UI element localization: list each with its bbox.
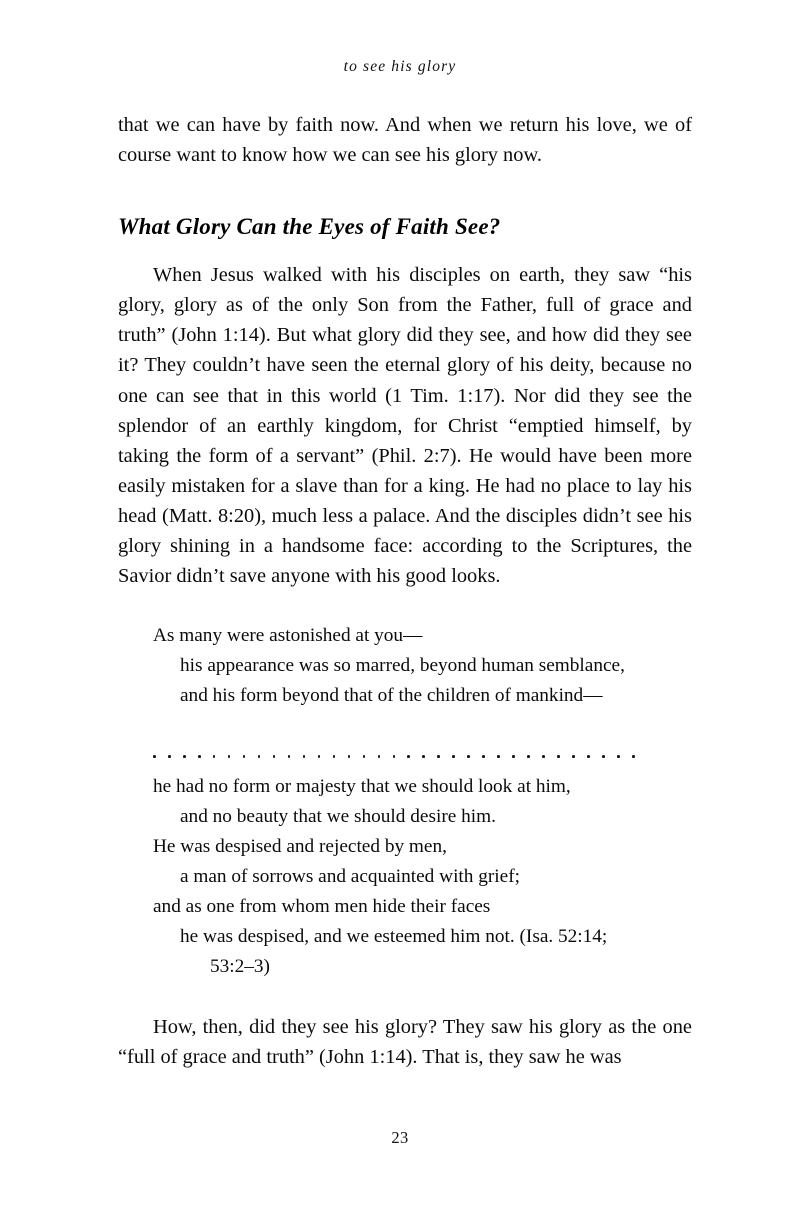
elision-dot: [632, 755, 635, 758]
stanza-gap: [118, 712, 692, 742]
elision-dot: [542, 755, 545, 758]
elision-dot: [393, 755, 396, 758]
page-number: 23: [391, 1128, 409, 1147]
block-quote: [118, 621, 692, 982]
elision-dot: [168, 755, 171, 758]
main-paragraph: When Jesus walked with his disciples on earth, they saw “his glory, glory as of the only Son from the Father, full of grace and truth” (John 1:14). But what glory did they see, and how did they see it? They couldn’t have seen the eternal glory of his deity, because no one can see that in this world (1 Tim. 1:17). Nor did they see the splendor of an earthly kingdom, for Christ “emptied himself, by taking the form of a servant” (Phil. 2:7). He would have been more easily mistaken for a slave than for a king. He had no place to lay his head (Matt. 8:20), much less a palace. And the disciples didn’t see his glory shining in a handsome face: according to the Scriptures, the Savior didn’t save anyone with his good looks.: [118, 264, 692, 588]
elision-dot: [288, 755, 291, 758]
spacer-after-quote: [118, 982, 692, 1012]
elision-dot: [422, 755, 425, 758]
elision-dot: [303, 755, 306, 758]
verse-line: and his form beyond that of the children of mankind—: [180, 685, 603, 707]
elision-dot: [467, 755, 470, 758]
elision-dot: [527, 755, 530, 758]
elision-dot: [333, 755, 336, 758]
elision-dot: [482, 755, 485, 758]
spacer-after-intro: [118, 170, 692, 212]
elision-dot: [557, 755, 560, 758]
elision-dot: [198, 755, 201, 758]
spacer-after-heading: [118, 242, 692, 260]
elision-dot: [243, 755, 246, 758]
elision-dot: [348, 755, 351, 758]
elision-dot: [228, 755, 231, 758]
elision-dot: [407, 755, 410, 758]
elision-dot: [437, 755, 440, 758]
verse-line: He was despised and rejected by men,: [153, 835, 447, 857]
elision-dot: [213, 755, 216, 758]
elision-dot: [273, 755, 276, 758]
section-heading: What Glory Can the Eyes of Faith See?: [118, 214, 501, 240]
running-head: to see his glory: [343, 58, 457, 75]
elision-dot: [497, 755, 500, 758]
verse-line: and as one from whom men hide their faces: [153, 895, 491, 917]
intro-paragraph: that we can have by faith now. And when we return his love, we of course want to know how we can see his glory now.: [118, 114, 692, 167]
closing-paragraph: How, then, did they see his glory? They saw his glory as the one “full of grace and truth” (John 1:14). That is, they saw he was: [118, 1016, 692, 1069]
elision-dot: [452, 755, 455, 758]
verse-line: and no beauty that we should desire him.: [180, 805, 496, 827]
elision-dot: [512, 755, 515, 758]
verse-line: 53:2–3): [210, 956, 270, 978]
elision-dot: [183, 755, 186, 758]
elision-dot: [617, 755, 620, 758]
elision-dot: [378, 755, 381, 758]
elision-dot: [258, 755, 261, 758]
text-block: [118, 110, 692, 1072]
verse-line: he was despised, and we esteemed him not. (Isa. 52:14;: [180, 925, 608, 947]
elision-dot: [153, 755, 156, 758]
elision-dot: [572, 755, 575, 758]
verse-line: his appearance was so marred, beyond human semblance,: [180, 655, 625, 677]
elision-dotted-line: [153, 742, 635, 772]
verse-line: he had no form or majesty that we should look at him,: [153, 775, 571, 797]
elision-dot: [363, 755, 366, 758]
elision-dot: [318, 755, 321, 758]
elision-dot: [587, 755, 590, 758]
verse-line: a man of sorrows and acquainted with grief;: [180, 865, 520, 887]
spacer-before-quote: [118, 591, 692, 621]
elision-dot: [602, 755, 605, 758]
verse-line: As many were astonished at you—: [153, 625, 423, 647]
